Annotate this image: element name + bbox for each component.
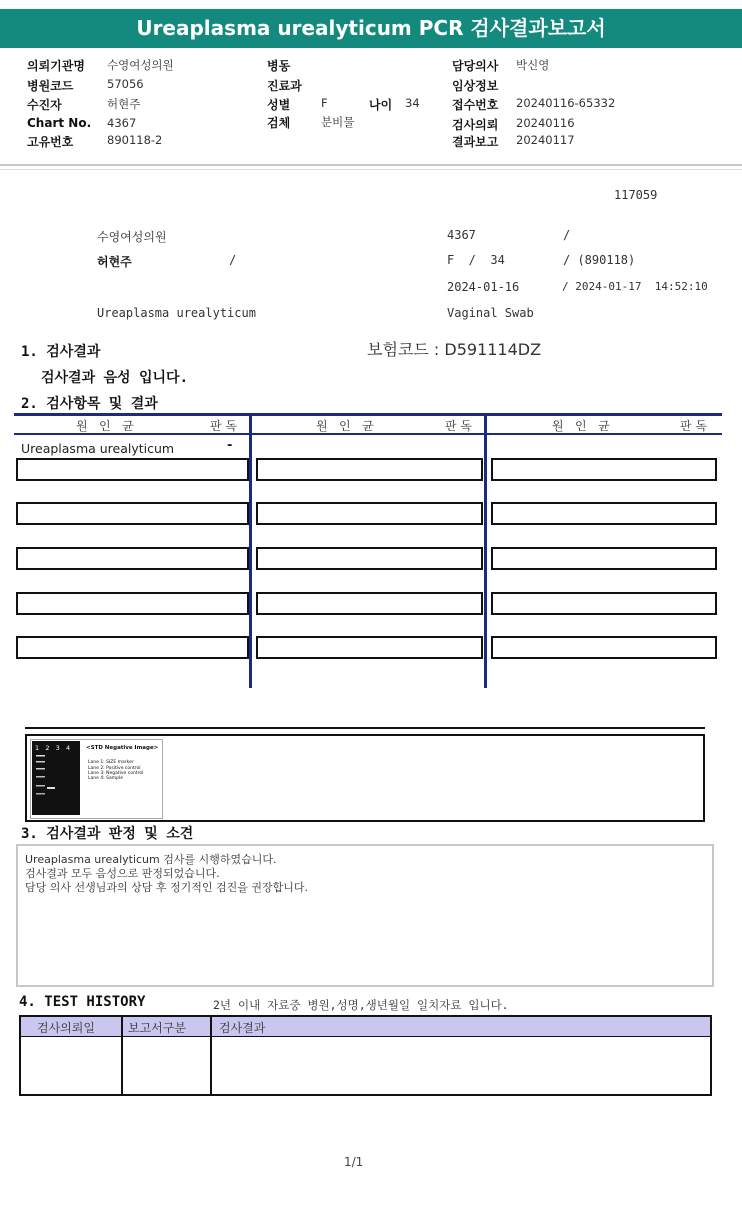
history-col-result: 검사결과 <box>219 1021 266 1035</box>
gel-lane-4: Lane 4: Sample <box>88 776 123 781</box>
age-label: 나이 <box>369 98 393 112</box>
result-box <box>256 502 483 525</box>
request-label: 검사의뢰 <box>452 118 499 132</box>
history-table-header <box>21 1017 710 1036</box>
col-judgment-3: 판 독 <box>680 419 707 433</box>
chart-value: 4367 <box>107 116 137 130</box>
hospital-code-label: 병원코드 <box>27 79 74 93</box>
col-judgment-1: 판 독 <box>210 419 237 433</box>
sex-value: F <box>321 96 328 110</box>
dept-label: 진료과 <box>267 79 302 93</box>
history-col-report-type: 보고서구분 <box>128 1021 186 1035</box>
results-col-divider-1 <box>249 413 252 688</box>
info-chart: 4367 <box>447 228 476 242</box>
receipt-value: 20240116-65332 <box>516 96 616 110</box>
results-table-top-rule <box>14 413 722 416</box>
report-title: Ureaplasma urealyticum PCR 검사결과보고서 <box>0 9 742 48</box>
gel-lane-numbers: 1 2 3 4 <box>35 744 71 752</box>
clinical-info-label: 임상정보 <box>452 79 499 93</box>
header-divider-thin <box>0 169 742 170</box>
gel-caption: <STD Negative Image> <box>86 745 159 751</box>
receipt-label: 접수번호 <box>452 98 499 112</box>
hospital-label: 의뢰기관명 <box>27 59 85 73</box>
gel-lane-2: Lane 2: Positive control <box>88 766 141 771</box>
result-box <box>256 636 483 659</box>
top-border <box>0 0 742 8</box>
section1-result: 검사결과 음성 입니다. <box>41 370 189 386</box>
ward-label: 병동 <box>267 59 291 73</box>
section4-title: 4. TEST HISTORY <box>19 994 146 1010</box>
doctor-label: 담당의사 <box>452 59 499 73</box>
result-box <box>491 636 717 659</box>
col-organism-1: 원 인 균 <box>76 419 134 433</box>
result-box <box>16 502 249 525</box>
result-box <box>491 592 717 615</box>
patient-label: 수진자 <box>27 98 62 112</box>
result-box <box>16 636 249 659</box>
result-judgment-value: - <box>227 438 233 453</box>
history-col-divider-1 <box>121 1017 123 1094</box>
result-box <box>16 458 249 481</box>
unique-id-value: 890118-2 <box>107 133 163 147</box>
hospital-code-value: 57056 <box>107 77 144 91</box>
gel-lane-3: Lane 3: Negative control <box>88 771 144 776</box>
info-report-datetime: / 2024-01-17 14:52:10 <box>562 280 708 293</box>
section1-title: 1. 검사결과 <box>21 344 101 360</box>
comment-line-2: 검사결과 모두 음성으로 판정되었습니다. <box>25 867 220 880</box>
report-label: 결과보고 <box>452 135 499 149</box>
specimen-value: 분비물 <box>321 115 355 129</box>
hospital-value: 수영여성의원 <box>107 58 174 72</box>
request-value: 20240116 <box>516 116 575 130</box>
page-number: 1/1 <box>344 1155 364 1169</box>
patient-value: 허현주 <box>107 97 141 111</box>
chart-label: Chart No. <box>27 116 92 130</box>
sex-label: 성별 <box>267 98 291 112</box>
info-request-date: 2024-01-16 <box>447 280 520 294</box>
result-box <box>256 592 483 615</box>
history-header-rule <box>21 1036 710 1037</box>
info-slash: / <box>563 228 571 242</box>
info-slash-2: / <box>229 253 237 267</box>
col-judgment-2: 판 독 <box>445 419 472 433</box>
report-number: 117059 <box>614 188 658 202</box>
header-divider <box>0 164 742 166</box>
info-sex-age: F / 34 <box>447 253 505 267</box>
unique-id-label: 고유번호 <box>27 135 74 149</box>
result-box <box>16 547 249 570</box>
gel-bands-graphic <box>32 741 80 815</box>
result-box <box>491 502 717 525</box>
insurance-code: 보험코드 : D591114DZ <box>367 340 542 359</box>
result-box <box>256 458 483 481</box>
result-organism-name: Ureaplasma urealyticum <box>21 441 175 456</box>
age-value: 34 <box>405 96 420 110</box>
result-box <box>256 547 483 570</box>
comment-line-1: Ureaplasma urealyticum 검사를 시행하였습니다. <box>25 853 277 866</box>
result-box <box>16 592 249 615</box>
report-value: 20240117 <box>516 133 575 147</box>
info-specimen: Vaginal Swab <box>447 306 534 320</box>
section2-title: 2. 검사항목 및 결과 <box>21 396 158 412</box>
gel-electrophoresis-image <box>32 741 80 815</box>
info-hospital: 수영여성의원 <box>97 230 167 244</box>
info-birth: / (890118) <box>563 253 636 267</box>
col-organism-3: 원 인 균 <box>552 419 610 433</box>
result-box <box>491 547 717 570</box>
section3-title: 3. 검사결과 판정 및 소견 <box>21 826 194 842</box>
comment-line-3: 담당 의사 선생님과의 상담 후 정기적인 검진을 권장합니다. <box>25 881 308 894</box>
history-note: 2년 이내 자료중 병원,성명,생년월일 일치자료 입니다. <box>213 998 509 1012</box>
specimen-label: 검체 <box>267 116 291 130</box>
gel-lane-1: Lane 1: SIZE marker <box>88 760 134 765</box>
result-box <box>491 458 717 481</box>
gel-divider <box>25 727 705 729</box>
results-col-divider-2 <box>484 413 487 688</box>
history-col-divider-2 <box>210 1017 212 1094</box>
doctor-value: 박신영 <box>516 58 550 72</box>
info-patient: 허현주 <box>97 255 132 269</box>
info-test-name: Ureaplasma urealyticum <box>97 306 256 320</box>
col-organism-2: 원 인 균 <box>316 419 374 433</box>
history-col-request-date: 검사의뢰일 <box>37 1021 95 1035</box>
